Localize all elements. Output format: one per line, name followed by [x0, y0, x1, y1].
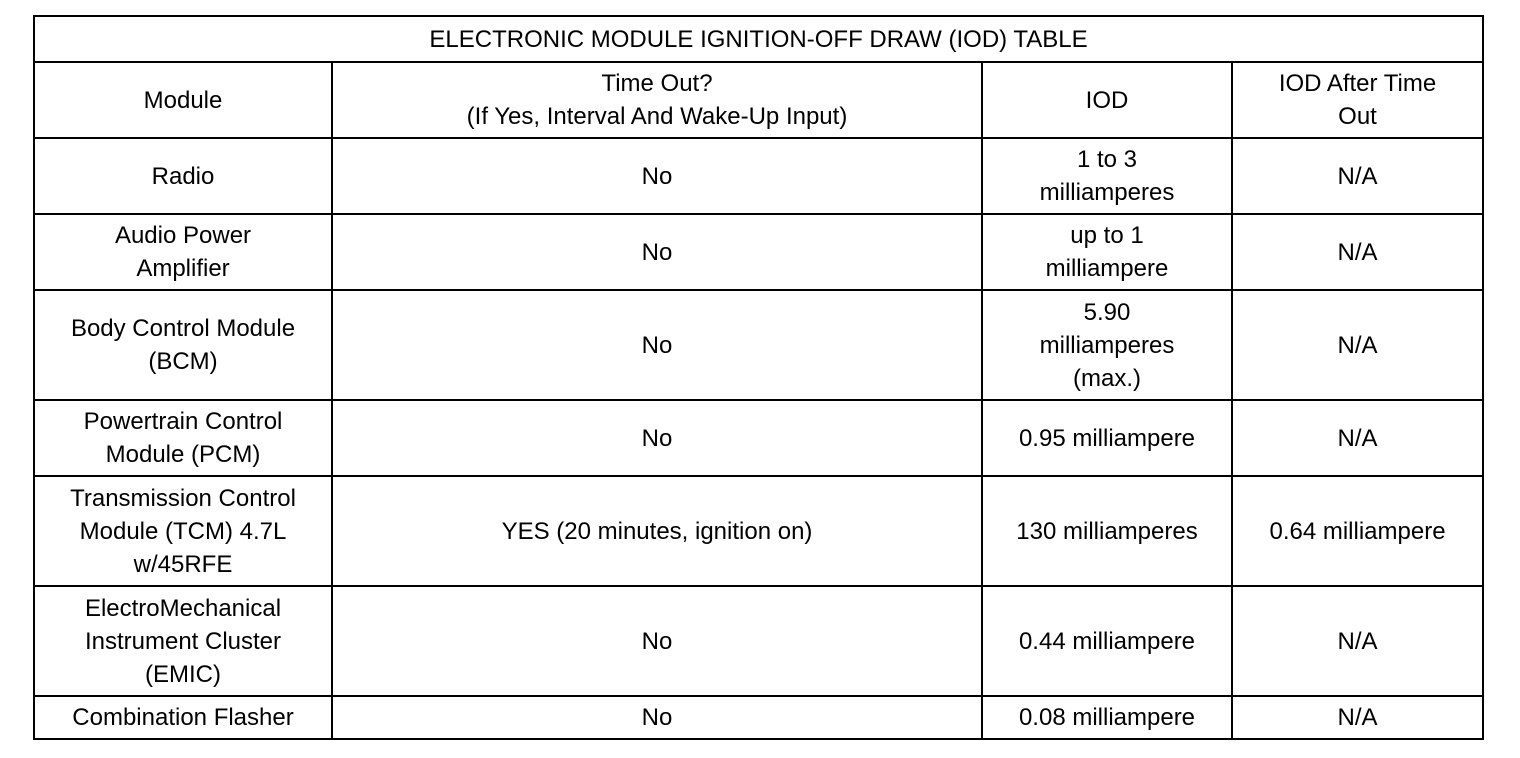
- cell-iod: 0.08 milliampere: [982, 696, 1232, 739]
- header-iod: IOD: [982, 62, 1232, 138]
- header-time-out: Time Out? (If Yes, Interval And Wake-Up Input): [332, 62, 982, 138]
- table-row: [34, 214, 1483, 290]
- table-row: [34, 586, 1483, 696]
- cell-time-out: No: [332, 214, 982, 290]
- cell-iod: 0.44 milliampere: [982, 586, 1232, 696]
- cell-iod-after: N/A: [1232, 138, 1483, 214]
- cell-iod: 0.95 milliampere: [982, 400, 1232, 476]
- cell-iod-after: N/A: [1232, 214, 1483, 290]
- table-row: [34, 400, 1483, 476]
- cell-module: Powertrain Control Module (PCM): [34, 400, 332, 476]
- cell-iod-after: N/A: [1232, 586, 1483, 696]
- header-iod-after-time-out: IOD After Time Out: [1232, 62, 1483, 138]
- table-row: [34, 696, 1483, 739]
- cell-iod-after: N/A: [1232, 696, 1483, 739]
- cell-module: Radio: [34, 138, 332, 214]
- table-row: [34, 290, 1483, 400]
- cell-iod: 130 milliamperes: [982, 476, 1232, 586]
- cell-time-out: No: [332, 400, 982, 476]
- table-row: [34, 138, 1483, 214]
- table-row: [34, 476, 1483, 586]
- cell-iod: up to 1 milliampere: [982, 214, 1232, 290]
- table-title-row: [34, 16, 1483, 62]
- cell-module: ElectroMechanical Instrument Cluster (EMIC): [34, 586, 332, 696]
- table-title: ELECTRONIC MODULE IGNITION-OFF DRAW (IOD) TABLE: [34, 16, 1483, 62]
- cell-module: Transmission Control Module (TCM) 4.7L w/45RFE: [34, 476, 332, 586]
- cell-iod: 5.90 milliamperes (max.): [982, 290, 1232, 400]
- cell-time-out: YES (20 minutes, ignition on): [332, 476, 982, 586]
- table-header-row: [34, 62, 1483, 138]
- cell-time-out: No: [332, 138, 982, 214]
- cell-time-out: No: [332, 586, 982, 696]
- cell-module: Combination Flasher: [34, 696, 332, 739]
- cell-time-out: No: [332, 696, 982, 739]
- cell-time-out: No: [332, 290, 982, 400]
- cell-module: Audio Power Amplifier: [34, 214, 332, 290]
- cell-module: Body Control Module (BCM): [34, 290, 332, 400]
- header-module: Module: [34, 62, 332, 138]
- cell-iod-after: N/A: [1232, 290, 1483, 400]
- cell-iod: 1 to 3 milliamperes: [982, 138, 1232, 214]
- cell-iod-after: N/A: [1232, 400, 1483, 476]
- iod-table: [33, 15, 1484, 740]
- cell-iod-after: 0.64 milliampere: [1232, 476, 1483, 586]
